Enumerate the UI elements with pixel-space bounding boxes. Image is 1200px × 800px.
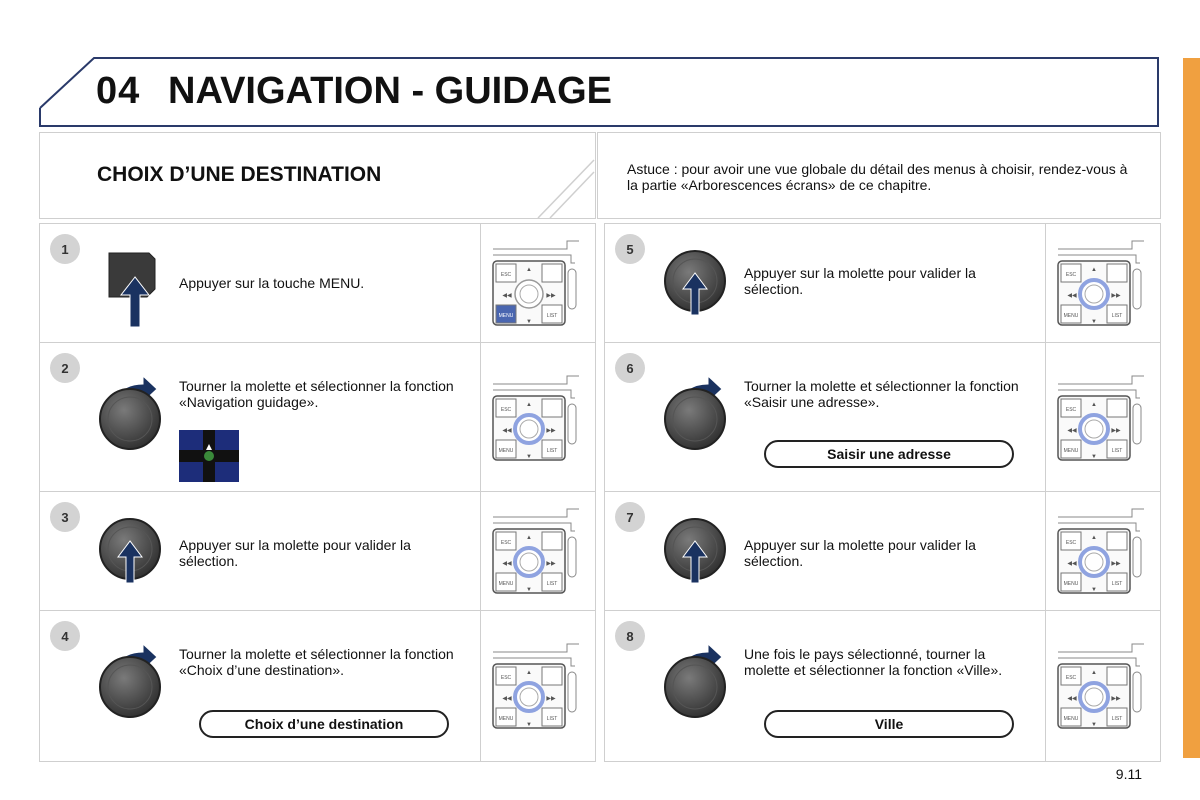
svg-text:◀◀: ◀◀: [502, 428, 512, 434]
step-instruction: Appuyer sur la touche MENU.: [179, 275, 365, 291]
svg-text:▼: ▼: [1091, 454, 1097, 460]
step-instruction: Tourner la molette et sélectionner la fonction «Navigation guidage».: [179, 378, 454, 410]
control-panel-diagram: [1052, 368, 1148, 473]
svg-text:MENU: MENU: [498, 581, 514, 587]
svg-text:LIST: LIST: [546, 313, 558, 319]
svg-text:MENU: MENU: [498, 448, 514, 454]
svg-text:MENU: MENU: [1063, 313, 1079, 319]
step-3: [39, 491, 595, 610]
step-instruction: Tourner la molette et sélectionner la fonction «Choix d’une destination».: [179, 646, 454, 678]
svg-text:▲: ▲: [1091, 267, 1097, 273]
step-number-badge: 8: [615, 621, 645, 651]
svg-text:▲: ▲: [526, 670, 532, 676]
svg-text:LIST: LIST: [546, 581, 558, 587]
step-1: [39, 223, 595, 342]
menu-option-button[interactable]: Saisir une adresse: [764, 440, 1014, 468]
press-dial-icon: [85, 497, 175, 592]
svg-text:▲: ▲: [526, 267, 532, 273]
press-dial-icon: [650, 229, 740, 324]
svg-text:MENU: MENU: [1063, 716, 1079, 722]
svg-text:▲: ▲: [1091, 670, 1097, 676]
control-panel-diagram: [487, 501, 583, 606]
svg-text:▶▶: ▶▶: [1111, 428, 1121, 434]
svg-text:◀◀: ◀◀: [1067, 293, 1077, 299]
chapter-tab: [1183, 58, 1200, 758]
svg-text:▶▶: ▶▶: [1111, 696, 1121, 702]
svg-text:▶▶: ▶▶: [546, 428, 556, 434]
svg-text:▶▶: ▶▶: [1111, 293, 1121, 299]
svg-text:ESC: ESC: [500, 540, 512, 546]
svg-text:◀◀: ◀◀: [502, 293, 512, 299]
turn-dial-icon: [85, 635, 175, 730]
step-instruction: Une fois le pays sélectionné, tourner la molette et sélectionner la fonction «Ville».: [744, 646, 1003, 678]
page-number: 9.11: [1115, 766, 1142, 782]
svg-text:▶▶: ▶▶: [546, 293, 556, 299]
svg-text:ESC: ESC: [1065, 407, 1077, 413]
press-dial-icon: [650, 497, 740, 592]
svg-text:▶▶: ▶▶: [546, 561, 556, 567]
svg-text:◀◀: ◀◀: [502, 561, 512, 567]
step-instruction: Appuyer sur la molette pour valider la sélection.: [744, 265, 976, 297]
svg-text:ESC: ESC: [1065, 675, 1077, 681]
control-panel-diagram: [487, 636, 583, 741]
svg-text:▼: ▼: [526, 319, 532, 325]
control-panel-diagram: [487, 368, 583, 473]
corner-fold: [530, 132, 596, 220]
svg-text:▼: ▼: [1091, 722, 1097, 728]
svg-text:LIST: LIST: [546, 448, 558, 454]
svg-text:▲: ▲: [526, 402, 532, 408]
step-2: [39, 342, 595, 491]
svg-text:▼: ▼: [526, 454, 532, 460]
turn-dial-icon: [650, 635, 740, 730]
svg-text:LIST: LIST: [546, 716, 558, 722]
svg-text:▲: ▲: [526, 535, 532, 541]
step-5: [604, 223, 1160, 342]
svg-text:▼: ▼: [1091, 319, 1097, 325]
menu-option-button[interactable]: Choix d’une destination: [199, 710, 449, 738]
step-number-badge: 5: [615, 234, 645, 264]
svg-text:MENU: MENU: [498, 313, 514, 319]
svg-text:ESC: ESC: [500, 675, 512, 681]
control-panel-diagram: [1052, 233, 1148, 338]
svg-text:LIST: LIST: [1111, 313, 1123, 319]
svg-text:▼: ▼: [1091, 587, 1097, 593]
step-instruction: Appuyer sur la molette pour valider la sélection.: [179, 537, 411, 569]
menu-key-icon: [103, 249, 163, 334]
step-8: [604, 610, 1160, 760]
step-number-badge: 7: [615, 502, 645, 532]
svg-text:▲: ▲: [1091, 535, 1097, 541]
turn-dial-icon: [85, 367, 175, 462]
step-number-badge: 1: [50, 234, 80, 264]
svg-text:◀◀: ◀◀: [1067, 696, 1077, 702]
svg-text:MENU: MENU: [1063, 581, 1079, 587]
menu-option-button[interactable]: Ville: [764, 710, 1014, 738]
control-panel-diagram: [1052, 636, 1148, 741]
control-panel-diagram: [1052, 501, 1148, 606]
svg-text:▲: ▲: [1091, 402, 1097, 408]
svg-text:ESC: ESC: [1065, 272, 1077, 278]
svg-text:◀◀: ◀◀: [1067, 428, 1077, 434]
svg-text:◀◀: ◀◀: [1067, 561, 1077, 567]
svg-text:MENU: MENU: [498, 716, 514, 722]
page-title: NAVIGATION - GUIDAGE: [168, 70, 613, 112]
svg-text:▶▶: ▶▶: [546, 696, 556, 702]
step-7: [604, 491, 1160, 610]
svg-text:LIST: LIST: [1111, 581, 1123, 587]
step-instruction: Appuyer sur la molette pour valider la sélection.: [744, 537, 976, 569]
svg-text:LIST: LIST: [1111, 448, 1123, 454]
control-panel-diagram: [487, 233, 583, 338]
step-instruction: Tourner la molette et sélectionner la fonction «Saisir une adresse».: [744, 378, 1019, 410]
tip-text: Astuce : pour avoir une vue globale du détail des menus à choisir, rendez-vous à la partie «Arborescences écrans» de ce chapitre.: [627, 161, 1128, 193]
svg-text:▶▶: ▶▶: [1111, 561, 1121, 567]
navigation-function-icon: [179, 430, 239, 487]
svg-text:MENU: MENU: [1063, 448, 1079, 454]
turn-dial-icon: [650, 367, 740, 462]
chapter-number: 04: [96, 70, 141, 112]
svg-text:LIST: LIST: [1111, 716, 1123, 722]
step-number-badge: 4: [50, 621, 80, 651]
step-number-badge: 3: [50, 502, 80, 532]
step-number-badge: 2: [50, 353, 80, 383]
step-6: [604, 342, 1160, 491]
svg-text:▼: ▼: [526, 722, 532, 728]
svg-text:◀◀: ◀◀: [502, 696, 512, 702]
svg-text:▼: ▼: [526, 587, 532, 593]
svg-text:ESC: ESC: [500, 272, 512, 278]
section-title: CHOIX D’UNE DESTINATION: [97, 163, 382, 186]
svg-text:ESC: ESC: [500, 407, 512, 413]
step-4: [39, 610, 595, 760]
step-number-badge: 6: [615, 353, 645, 383]
svg-text:ESC: ESC: [1065, 540, 1077, 546]
